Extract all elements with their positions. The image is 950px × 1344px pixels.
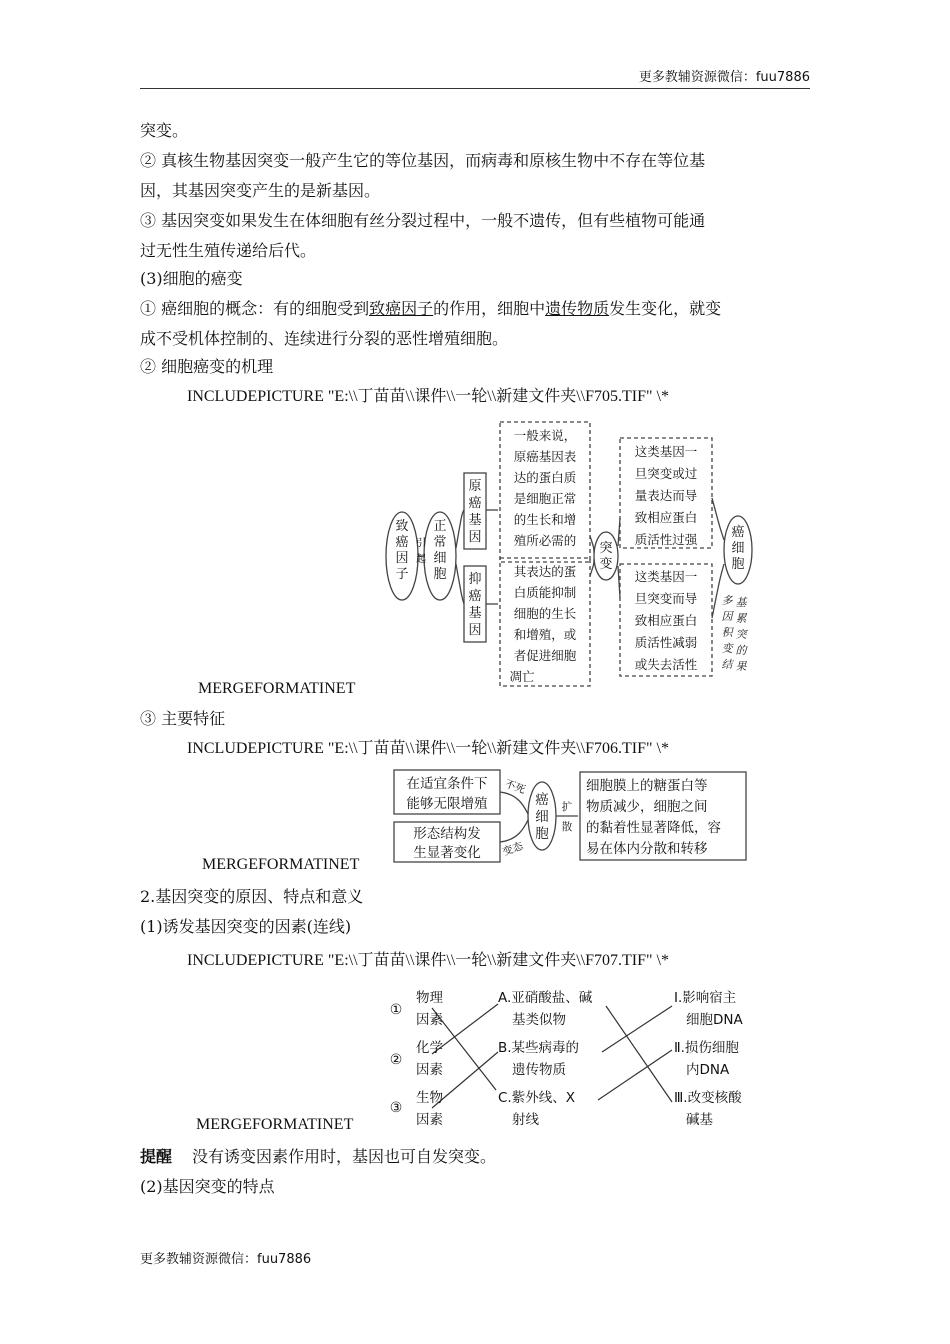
- normal-cell-char: 常: [433, 535, 447, 550]
- cancer-cell-char: 胞: [731, 557, 745, 572]
- feature-box-1-line: 能够无限增殖: [406, 796, 488, 812]
- underlined-term: 致癌因子: [369, 299, 434, 318]
- result-bottom-line: 致相应蛋白: [634, 613, 698, 628]
- result-bottom-line: 质活性减弱: [634, 635, 698, 650]
- handwritten-note: 因: [721, 610, 733, 623]
- example-label: B.某些病毒的: [498, 1040, 580, 1056]
- page-header: 更多教辅资源微信：fuu7886: [638, 70, 810, 85]
- factor-label: 因素: [416, 1012, 443, 1028]
- mutation-char: 变: [599, 557, 613, 572]
- example-label: 基类似物: [512, 1012, 566, 1028]
- factor-label: 物理: [416, 990, 443, 1006]
- feature-box-3-line: 物质减少，细胞之间: [586, 799, 708, 815]
- text-line: 成不受机体控制的、连续进行分裂的恶性增殖细胞。: [140, 329, 509, 348]
- cause-char: 引: [416, 538, 426, 549]
- feature-box-3-line: 的黏着性显著降低，容: [586, 820, 721, 836]
- includepicture-field: INCLUDEPICTURE "E:\\丁苗苗\\课件\\一轮\\新建文件夹\\F705.TIF" \*: [187, 388, 669, 405]
- tip-label: 提醒: [140, 1147, 173, 1166]
- cancer-cell-char: 癌: [731, 525, 745, 540]
- handwritten-note: 结: [721, 658, 733, 671]
- result-bottom-line: 旦突变而导: [634, 591, 698, 606]
- feature-box-3-line: 易在体内分散和转移: [586, 841, 708, 857]
- feature-box-1-line: 在适宜条件下: [406, 776, 488, 792]
- example-label: 射线: [512, 1112, 539, 1128]
- handwritten-note: 突: [735, 628, 747, 641]
- change-label: 变态: [501, 839, 525, 859]
- text-line: ③ 主要特征: [140, 709, 226, 728]
- protooncogene-char: 基: [468, 513, 482, 528]
- handwritten-note: 基: [735, 596, 747, 609]
- factor-label: 化学: [416, 1040, 443, 1056]
- box-bottom-line: 细胞的生长: [513, 606, 577, 621]
- box-bottom-line: 凋亡: [509, 669, 535, 684]
- text-line: (1)诱发基因突变的因素(连线): [140, 917, 352, 936]
- suppressor-char: 抑: [468, 572, 482, 587]
- result-top-line: 旦突变或过: [634, 466, 698, 481]
- factor-number: ③: [389, 1100, 403, 1116]
- factor-label: 因素: [416, 1112, 443, 1128]
- handwritten-note: 积: [721, 626, 733, 639]
- example-label: A.亚硝酸盐、碱: [498, 990, 593, 1006]
- text-line: ② 细胞癌变的机理: [140, 357, 274, 376]
- suppressor-char: 基: [468, 606, 482, 621]
- mutation-char: 突: [599, 541, 613, 556]
- example-label: 遗传物质: [512, 1062, 566, 1078]
- result-top-line: 这类基因一: [634, 444, 698, 459]
- factor-number: ①: [389, 1002, 403, 1018]
- effect-label: Ⅲ.改变核酸: [674, 1090, 742, 1106]
- cause-char: 起: [416, 554, 426, 565]
- effect-label: Ⅰ.影响宿主: [674, 990, 737, 1006]
- section-heading: (2)基因突变的特点: [140, 1177, 275, 1196]
- result-bottom-line: 或失去活性: [634, 657, 698, 672]
- effect-label: 细胞DNA: [686, 1012, 743, 1028]
- cancer-cell-char: 胞: [535, 826, 549, 842]
- box-bottom-line: 白质能抑制: [513, 585, 577, 600]
- carcinogen-char: 癌: [395, 535, 409, 550]
- cancer-features-diagram: [390, 766, 750, 864]
- normal-cell-char: 细: [433, 551, 447, 566]
- handwritten-note: 的: [735, 644, 747, 657]
- box-bottom-line: 者促进细胞: [513, 648, 577, 663]
- protooncogene-char: 因: [468, 530, 482, 545]
- match-line: [598, 1050, 672, 1100]
- includepicture-field: INCLUDEPICTURE "E:\\丁苗苗\\课件\\一轮\\新建文件夹\\F706.TIF" \*: [187, 740, 669, 757]
- mergeformat-field: MERGEFORMATINET: [198, 680, 356, 697]
- handwritten-note: 多: [721, 594, 733, 607]
- factor-number: ②: [389, 1052, 403, 1068]
- text-line: ③ 基因突变如果发生在体细胞有丝分裂过程中，一般不遗传，但有些植物可能通: [140, 211, 706, 230]
- protooncogene-char: 癌: [468, 496, 482, 511]
- text-line: 突变。: [140, 121, 189, 140]
- feature-box-2-line: 生显著变化: [413, 845, 481, 861]
- result-top-line: 质活性过强: [634, 532, 698, 547]
- spread-char: 散: [561, 821, 573, 833]
- cancer-cell-char: 细: [535, 809, 549, 825]
- carcinogen-char: 因: [395, 551, 409, 566]
- page-footer: 更多教辅资源微信：fuu7886: [140, 1252, 312, 1267]
- handwritten-note: 果: [735, 660, 747, 673]
- handwritten-note: 变: [721, 642, 733, 655]
- normal-cell-char: 正: [433, 519, 447, 534]
- box-bottom-line: 其表达的蛋: [513, 564, 577, 579]
- cancer-cell-char: 癌: [535, 792, 549, 808]
- suppressor-char: 癌: [468, 589, 482, 604]
- includepicture-field: INCLUDEPICTURE "E:\\丁苗苗\\课件\\一轮\\新建文件夹\\F707.TIF" \*: [187, 952, 669, 969]
- feature-box-2-line: 形态结构发: [413, 826, 481, 842]
- text-line: ① 癌细胞的概念：有的细胞受到致癌因子的作用，细胞中遗传物质发生变化，就变: [140, 299, 722, 318]
- effect-label: 碱基: [686, 1112, 713, 1128]
- tip-text: 没有诱变因素作用时，基因也可自发突变。: [192, 1147, 497, 1166]
- header-rule: [140, 88, 810, 89]
- immortal-label: 不死: [503, 777, 527, 797]
- feature-box-3-line: 细胞膜上的糖蛋白等: [586, 778, 708, 794]
- section-heading: 2.基因突变的原因、特点和意义: [140, 887, 364, 906]
- handwritten-note: 累: [735, 612, 747, 625]
- match-line: [602, 1006, 672, 1052]
- result-top-line: 量表达而导: [634, 488, 698, 503]
- result-top-line: 致相应蛋白: [634, 510, 698, 525]
- text-line: ② 真核生物基因突变一般产生它的等位基因，而病毒和原核生物中不存在等位基: [140, 151, 706, 170]
- section-heading: (3)细胞的癌变: [140, 269, 243, 288]
- mergeformat-field: MERGEFORMATINET: [196, 1116, 354, 1133]
- suppressor-char: 因: [468, 623, 482, 638]
- result-bottom-line: 这类基因一: [634, 569, 698, 584]
- tip-line: [140, 1146, 496, 1168]
- cancer-mechanism-diagram: [380, 418, 760, 690]
- normal-cell-char: 胞: [433, 567, 447, 582]
- text-line: 过无性生殖传递给后代。: [140, 241, 317, 260]
- carcinogen-char: 子: [395, 567, 409, 582]
- example-label: C.紫外线、X: [498, 1090, 575, 1106]
- box-top-line: 一般来说，: [513, 428, 577, 443]
- protooncogene-char: 原: [468, 479, 482, 494]
- mergeformat-field: MERGEFORMATINET: [202, 856, 360, 873]
- carcinogen-char: 致: [395, 519, 409, 534]
- box-bottom-line: 和增殖，或: [513, 627, 577, 642]
- box-top-line: 殖所必需的: [513, 533, 577, 548]
- box-top-line: 达的蛋白质: [513, 470, 577, 485]
- box-top-line: 的生长和增: [513, 512, 577, 527]
- effect-label: Ⅱ.损伤细胞: [674, 1040, 739, 1056]
- underlined-term: 遗传物质: [545, 299, 610, 318]
- cancer-cell-char: 细: [731, 541, 745, 556]
- effect-label: 内DNA: [686, 1062, 730, 1078]
- spread-char: 扩: [561, 801, 573, 813]
- text-line: 因，其基因突变产生的是新基因。: [140, 181, 381, 200]
- box-top-line: 原癌基因表: [513, 449, 577, 464]
- mutation-oval: [594, 532, 618, 580]
- box-top-line: 是细胞正常: [513, 491, 577, 506]
- factor-label: 生物: [416, 1090, 443, 1106]
- factor-label: 因素: [416, 1062, 443, 1078]
- mutation-factors-matching: [380, 984, 760, 1130]
